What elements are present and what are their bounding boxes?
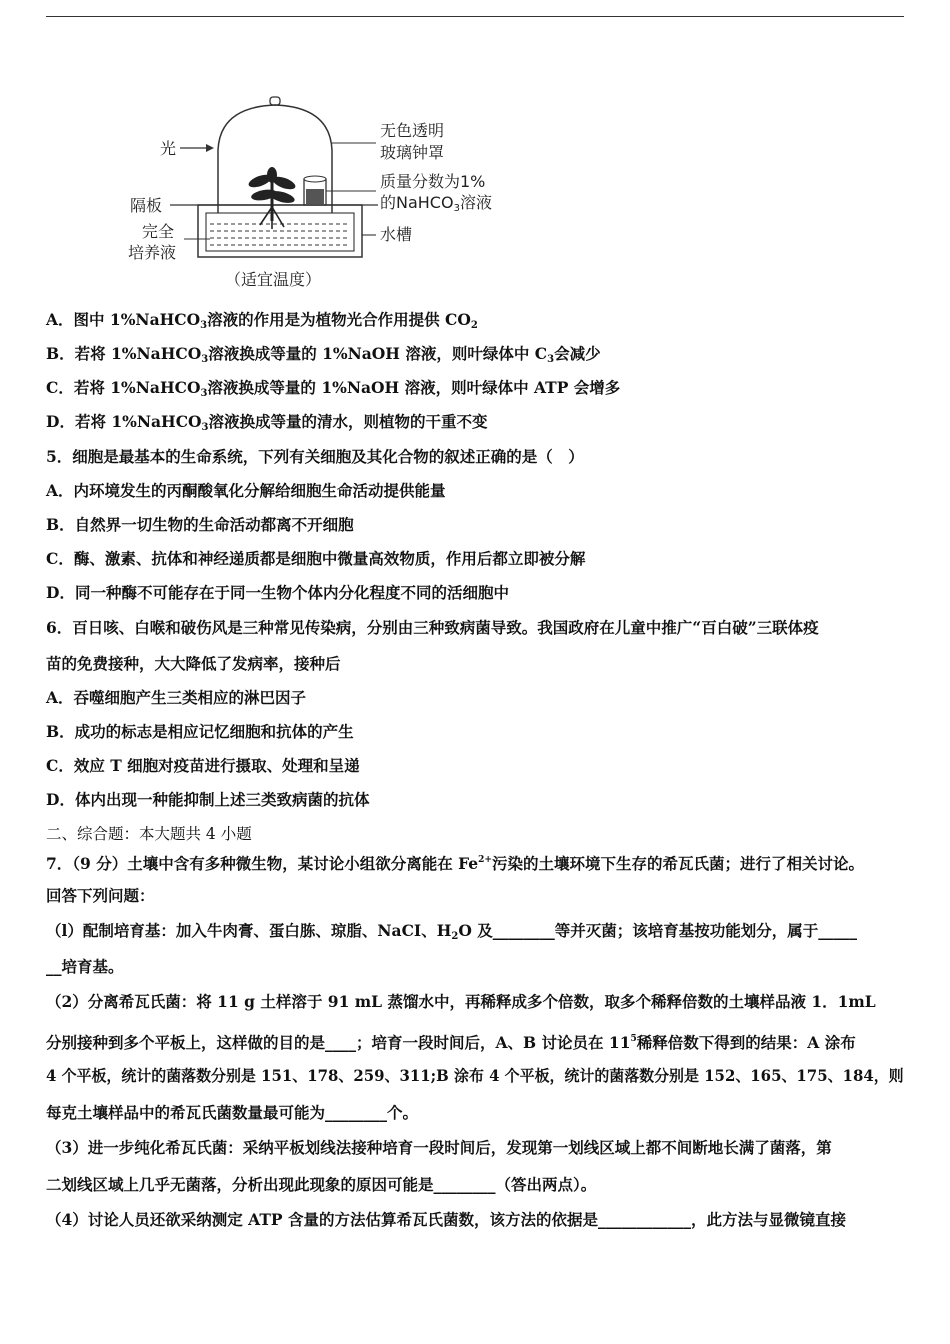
label-light: 光 [160, 139, 177, 158]
q7-part2-4: 每克土壤样品中的希瓦氏菌数量最可能为________个。 [46, 1103, 419, 1122]
label-solution-1: 质量分数为1% [380, 172, 486, 191]
label-solution-2: 的NaHCO3溶液 [380, 193, 492, 214]
section-2-heading: 二、综合题：本大题共 4 小题 [46, 825, 252, 843]
q7-part3-1: （3）进一步纯化希瓦氏菌：采纳平板划线法接种培育一段时间后，发现第一划线区域上都不间断地长满了菌落，第 [46, 1138, 832, 1157]
q5-option-d: D．同一种酶不可能存在于同一生物个体内分化程度不同的活细胞中 [46, 583, 509, 602]
experiment-diagram [120, 95, 500, 295]
q4-option-d: D．若将 1%NaHCO$_3$溶液换成等量的清水，则植物的干重不变 [46, 412, 488, 433]
header-rule [46, 16, 904, 17]
q5-option-c: C．酶、激素、抗体和神经递质都是细胞中微量高效物质，作用后都立即被分解 [46, 549, 586, 568]
q4-option-c: C．若将 1%NaHCO$_3$溶液换成等量的 1%NaOH 溶液，则叶绿体中 ATP 会增多 [46, 378, 621, 399]
q7-part4-1: （4）讨论人员还欲采纳测定 ATP 含量的方法估算希瓦氏菌数，该方法的依据是____________，此方法与显微镜直接 [46, 1210, 846, 1229]
label-tank: 水槽 [380, 225, 413, 244]
label-culture-2: 培养液 [128, 243, 177, 262]
q7-part3-2: 二划线区域上几乎无菌落，分析出现此现象的原因可能是________（答出两点）。 [46, 1175, 597, 1194]
label-temperature: （适宜温度） [225, 270, 322, 289]
label-culture-1: 完全 [142, 222, 175, 241]
q6-option-d: D．体内出现一种能抑制上述三类致病菌的抗体 [46, 790, 370, 809]
q6-option-b: B．成功的标志是相应记忆细胞和抗体的产生 [46, 722, 354, 741]
q7-part1-2: __培育基。 [46, 957, 124, 976]
bell-jar-knob [270, 97, 280, 105]
q7-part1-1: （l）配制培育基：加入牛肉膏、蛋白胨、琼脂、NaCI、$H_2O$ 及________等并灭菌；该培育基按功能划分，属于_____ [46, 921, 857, 942]
q5-stem: 5．细胞是最基本的生命系统，下列有关细胞及其化合物的叙述正确的是（ ） [46, 447, 584, 466]
q7-part2-3: 4 个平板，统计的菌落数分别是 151、178、259、311;B 涂布 4 个平板，统计的菌落数分别是 152、165、175、184，则 [46, 1066, 904, 1085]
q6-option-a: A．吞噬细胞产生三类相应的淋巴因子 [46, 688, 307, 707]
plant-icon [247, 167, 297, 229]
label-glass-2: 玻璃钟罩 [380, 143, 445, 162]
q7-stem-1: 7．（9 分）土壤中含有多种微生物，某讨论小组欲分离能在 $Fe^{2+}$污染的土壤环境下生存的希瓦氏菌；进行了相关讨论。 [46, 854, 864, 873]
label-partition: 隔板 [130, 196, 163, 215]
q4-option-b: B．若将 1%NaHCO$_3$溶液换成等量的 1%NaOH 溶液，则叶绿体中 $C_3$会减少 [46, 344, 601, 365]
q4-option-a: A．图中 1%NaHCO$_3$溶液的作用是为植物光合作用提供 $CO_2$ [46, 310, 478, 331]
q5-option-a: A．内环境发生的丙酮酸氧化分解给细胞生命活动提供能量 [46, 481, 446, 500]
q5-option-b: B．自然界一切生物的生命活动都离不开细胞 [46, 515, 354, 534]
beaker-icon [304, 176, 326, 205]
q7-part2-2: 分别接种到多个平板上，这样做的目的是____；培育一段时间后，A、B 讨论员在 $11^5$稀释倍数下得到的结果：A 涂布 [46, 1033, 856, 1052]
q6-stem-1: 6．百日咳、白喉和破伤风是三种常见传染病，分别由三种致病菌导致。我国政府在儿童中推广“百白破”三联体疫 [46, 618, 819, 637]
q7-part2-1: （2）分离希瓦氏菌：将 11 g 土样溶于 91 mL 蒸馏水中，再稀释成多个倍数，取多个稀释倍数的土壤样品液 1．1mL [46, 992, 876, 1011]
label-glass-1: 无色透明 [380, 121, 445, 140]
q6-option-c: C．效应 T 细胞对疫苗进行摄取、处理和呈递 [46, 756, 360, 775]
q7-stem-2: 回答下列问题： [46, 886, 155, 905]
q6-stem-2: 苗的免费接种，大大降低了发病率，接种后 [46, 654, 341, 673]
